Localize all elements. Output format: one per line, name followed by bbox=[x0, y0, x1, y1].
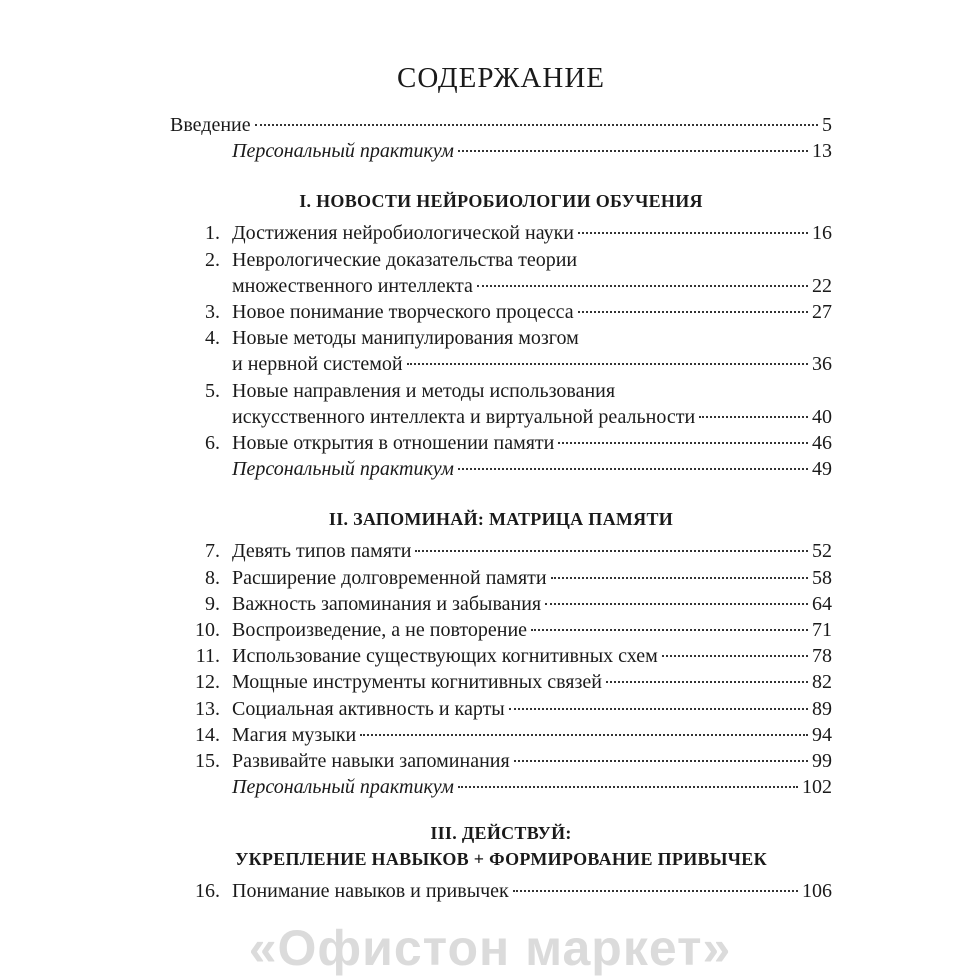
entry-number: 15. bbox=[195, 750, 220, 773]
entry-label: Девять типов памяти bbox=[232, 540, 412, 563]
entry-page: 36 bbox=[812, 353, 832, 376]
entry-page: 106 bbox=[802, 880, 832, 903]
entry-number: 11. bbox=[195, 645, 220, 668]
entry-text bbox=[170, 722, 832, 748]
toc-entry-intro-practicum bbox=[170, 138, 832, 164]
entry-text bbox=[170, 351, 832, 377]
dot-leader bbox=[551, 577, 808, 579]
entry-label-line2: и нервной системой bbox=[232, 353, 403, 376]
entry-number: 6. bbox=[205, 432, 220, 455]
entry-number: 13. bbox=[195, 697, 220, 720]
entry-label: Развивайте навыки запоминания bbox=[232, 750, 510, 773]
section-2-entries bbox=[170, 538, 832, 800]
toc-entry bbox=[170, 878, 832, 904]
dot-leader bbox=[509, 708, 808, 710]
entry-label: Новое понимание творческого процесса bbox=[232, 301, 574, 324]
entry-text bbox=[170, 430, 832, 456]
toc-entry bbox=[170, 722, 832, 748]
entry-number: 4. bbox=[205, 327, 220, 350]
toc-entry bbox=[170, 430, 832, 456]
toc-entry bbox=[170, 273, 832, 299]
entry-text bbox=[170, 669, 832, 695]
entry-number: 1. bbox=[205, 222, 220, 245]
entry-text bbox=[170, 299, 832, 325]
entry-number: 8. bbox=[205, 566, 220, 589]
entry-number: 16. bbox=[195, 880, 220, 903]
section-3-entries bbox=[170, 878, 832, 904]
entry-text bbox=[170, 696, 832, 722]
entry-label-line1: Неврологические доказательства теории bbox=[232, 248, 578, 271]
section-title-3-line2: УКРЕПЛЕНИЕ НАВЫКОВ + ФОРМИРОВАНИЕ ПРИВЫЧЕК bbox=[235, 849, 767, 870]
entry-page: 49 bbox=[812, 458, 832, 481]
section-title-3-line1: III. ДЕЙСТВУЙ: bbox=[430, 823, 572, 844]
entry-page: 78 bbox=[812, 645, 832, 668]
entry-page: 16 bbox=[812, 222, 832, 245]
toc-entry bbox=[170, 617, 832, 643]
entry-text bbox=[170, 220, 832, 246]
dot-leader bbox=[255, 124, 818, 126]
table-of-contents bbox=[170, 58, 832, 905]
entry-page: 64 bbox=[812, 592, 832, 615]
entry-page: 52 bbox=[812, 540, 832, 563]
entry-page: 94 bbox=[812, 723, 832, 746]
toc-entry bbox=[170, 748, 832, 774]
entry-text bbox=[170, 643, 832, 669]
dot-leader bbox=[458, 468, 808, 470]
dot-leader bbox=[513, 890, 798, 892]
entry-label-line2: искусственного интеллекта и виртуальной реальности bbox=[232, 405, 696, 428]
toc-entry-intro bbox=[170, 112, 832, 138]
entry-label: Воспроизведение, а не повторение bbox=[232, 619, 528, 642]
entry-label: Персональный практикум bbox=[232, 776, 454, 799]
dot-leader bbox=[578, 311, 808, 313]
entry-number: 9. bbox=[205, 592, 220, 615]
entry-label: Новые открытия в отношении памяти bbox=[232, 432, 555, 455]
toc-entry bbox=[170, 538, 832, 564]
entry-page: 5 bbox=[822, 114, 832, 136]
section-title-1: I. НОВОСТИ НЕЙРОБИОЛОГИИ ОБУЧЕНИЯ bbox=[299, 191, 703, 212]
dot-leader bbox=[407, 363, 808, 365]
toc-entry bbox=[170, 696, 832, 722]
dot-leader bbox=[415, 550, 808, 552]
entry-page: 22 bbox=[812, 274, 832, 297]
entry-label-line1: Новые методы манипулирования мозгом bbox=[232, 327, 579, 350]
entry-page: 13 bbox=[812, 140, 832, 163]
entry-page: 58 bbox=[812, 566, 832, 589]
entry-page: 89 bbox=[812, 697, 832, 720]
dot-leader bbox=[458, 786, 798, 788]
dot-leader bbox=[360, 734, 808, 736]
entry-number: 3. bbox=[205, 301, 220, 324]
entry-label: Расширение долговременной памяти bbox=[232, 566, 547, 589]
watermark: «Офистон маркет» bbox=[248, 920, 732, 976]
dot-leader bbox=[531, 629, 808, 631]
entry-text bbox=[170, 591, 832, 617]
entry-label: Мощные инструменты когнитивных связей bbox=[232, 671, 602, 694]
entry-text bbox=[170, 748, 832, 774]
entry-text bbox=[170, 617, 832, 643]
toc-entry bbox=[170, 643, 832, 669]
entry-number: 5. bbox=[205, 379, 220, 402]
entry-text bbox=[170, 774, 832, 800]
entry-label: Социальная активность и карты bbox=[232, 697, 505, 720]
dot-leader bbox=[477, 285, 808, 287]
toc-entry-practicum bbox=[170, 456, 832, 482]
dot-leader bbox=[578, 232, 808, 234]
toc-entry-practicum bbox=[170, 774, 832, 800]
entry-text bbox=[170, 456, 832, 482]
entry-label: Использование существующих когнитивных схем bbox=[232, 645, 658, 668]
toc-entry bbox=[170, 351, 832, 377]
page-title: СОДЕРЖАНИЕ bbox=[397, 62, 605, 94]
entry-number: 14. bbox=[195, 723, 220, 746]
toc-entry-line bbox=[170, 247, 832, 273]
toc-entry-line bbox=[170, 378, 832, 404]
entry-page: 40 bbox=[812, 405, 832, 428]
entry-label: Важность запоминания и забывания bbox=[232, 592, 542, 615]
entry-text bbox=[170, 878, 832, 904]
toc-entry bbox=[170, 404, 832, 430]
entry-text bbox=[170, 273, 832, 299]
entry-label: Достижения нейробиологической науки bbox=[232, 222, 574, 245]
dot-leader bbox=[558, 442, 808, 444]
entry-page: 46 bbox=[812, 432, 832, 455]
entry-label: Введение bbox=[170, 114, 251, 136]
dot-leader bbox=[545, 603, 808, 605]
entry-text bbox=[170, 565, 832, 591]
entry-text bbox=[170, 404, 832, 430]
entry-number: 2. bbox=[205, 248, 220, 271]
entry-page: 99 bbox=[812, 750, 832, 773]
toc-entry-line bbox=[170, 325, 832, 351]
entry-label: Магия музыки bbox=[232, 723, 357, 746]
dot-leader bbox=[458, 150, 808, 152]
dot-leader bbox=[606, 681, 808, 683]
toc-entry bbox=[170, 669, 832, 695]
entry-number: 12. bbox=[195, 671, 220, 694]
toc-entry bbox=[170, 220, 832, 246]
section-1-entries bbox=[170, 220, 832, 482]
dot-leader bbox=[699, 416, 808, 418]
entry-page: 82 bbox=[812, 671, 832, 694]
entry-label-line2: множественного интеллекта bbox=[232, 274, 473, 297]
entry-label: Понимание навыков и привычек bbox=[232, 880, 509, 903]
dot-leader bbox=[662, 655, 808, 657]
toc-entry bbox=[170, 299, 832, 325]
dot-leader bbox=[514, 760, 808, 762]
toc-entry bbox=[170, 565, 832, 591]
entry-number: 10. bbox=[195, 619, 220, 642]
entry-number: 7. bbox=[205, 540, 220, 563]
toc-entry bbox=[170, 591, 832, 617]
entry-label: Персональный практикум bbox=[232, 458, 454, 481]
section-title-2: II. ЗАПОМИНАЙ: МАТРИЦА ПАМЯТИ bbox=[328, 509, 674, 530]
entry-label-line1: Новые направления и методы использования bbox=[232, 379, 616, 402]
entry-page: 27 bbox=[812, 301, 832, 324]
entry-page: 71 bbox=[812, 619, 832, 642]
entry-text bbox=[170, 538, 832, 564]
entry-label: Персональный практикум bbox=[232, 140, 454, 163]
entry-page: 102 bbox=[802, 776, 832, 799]
